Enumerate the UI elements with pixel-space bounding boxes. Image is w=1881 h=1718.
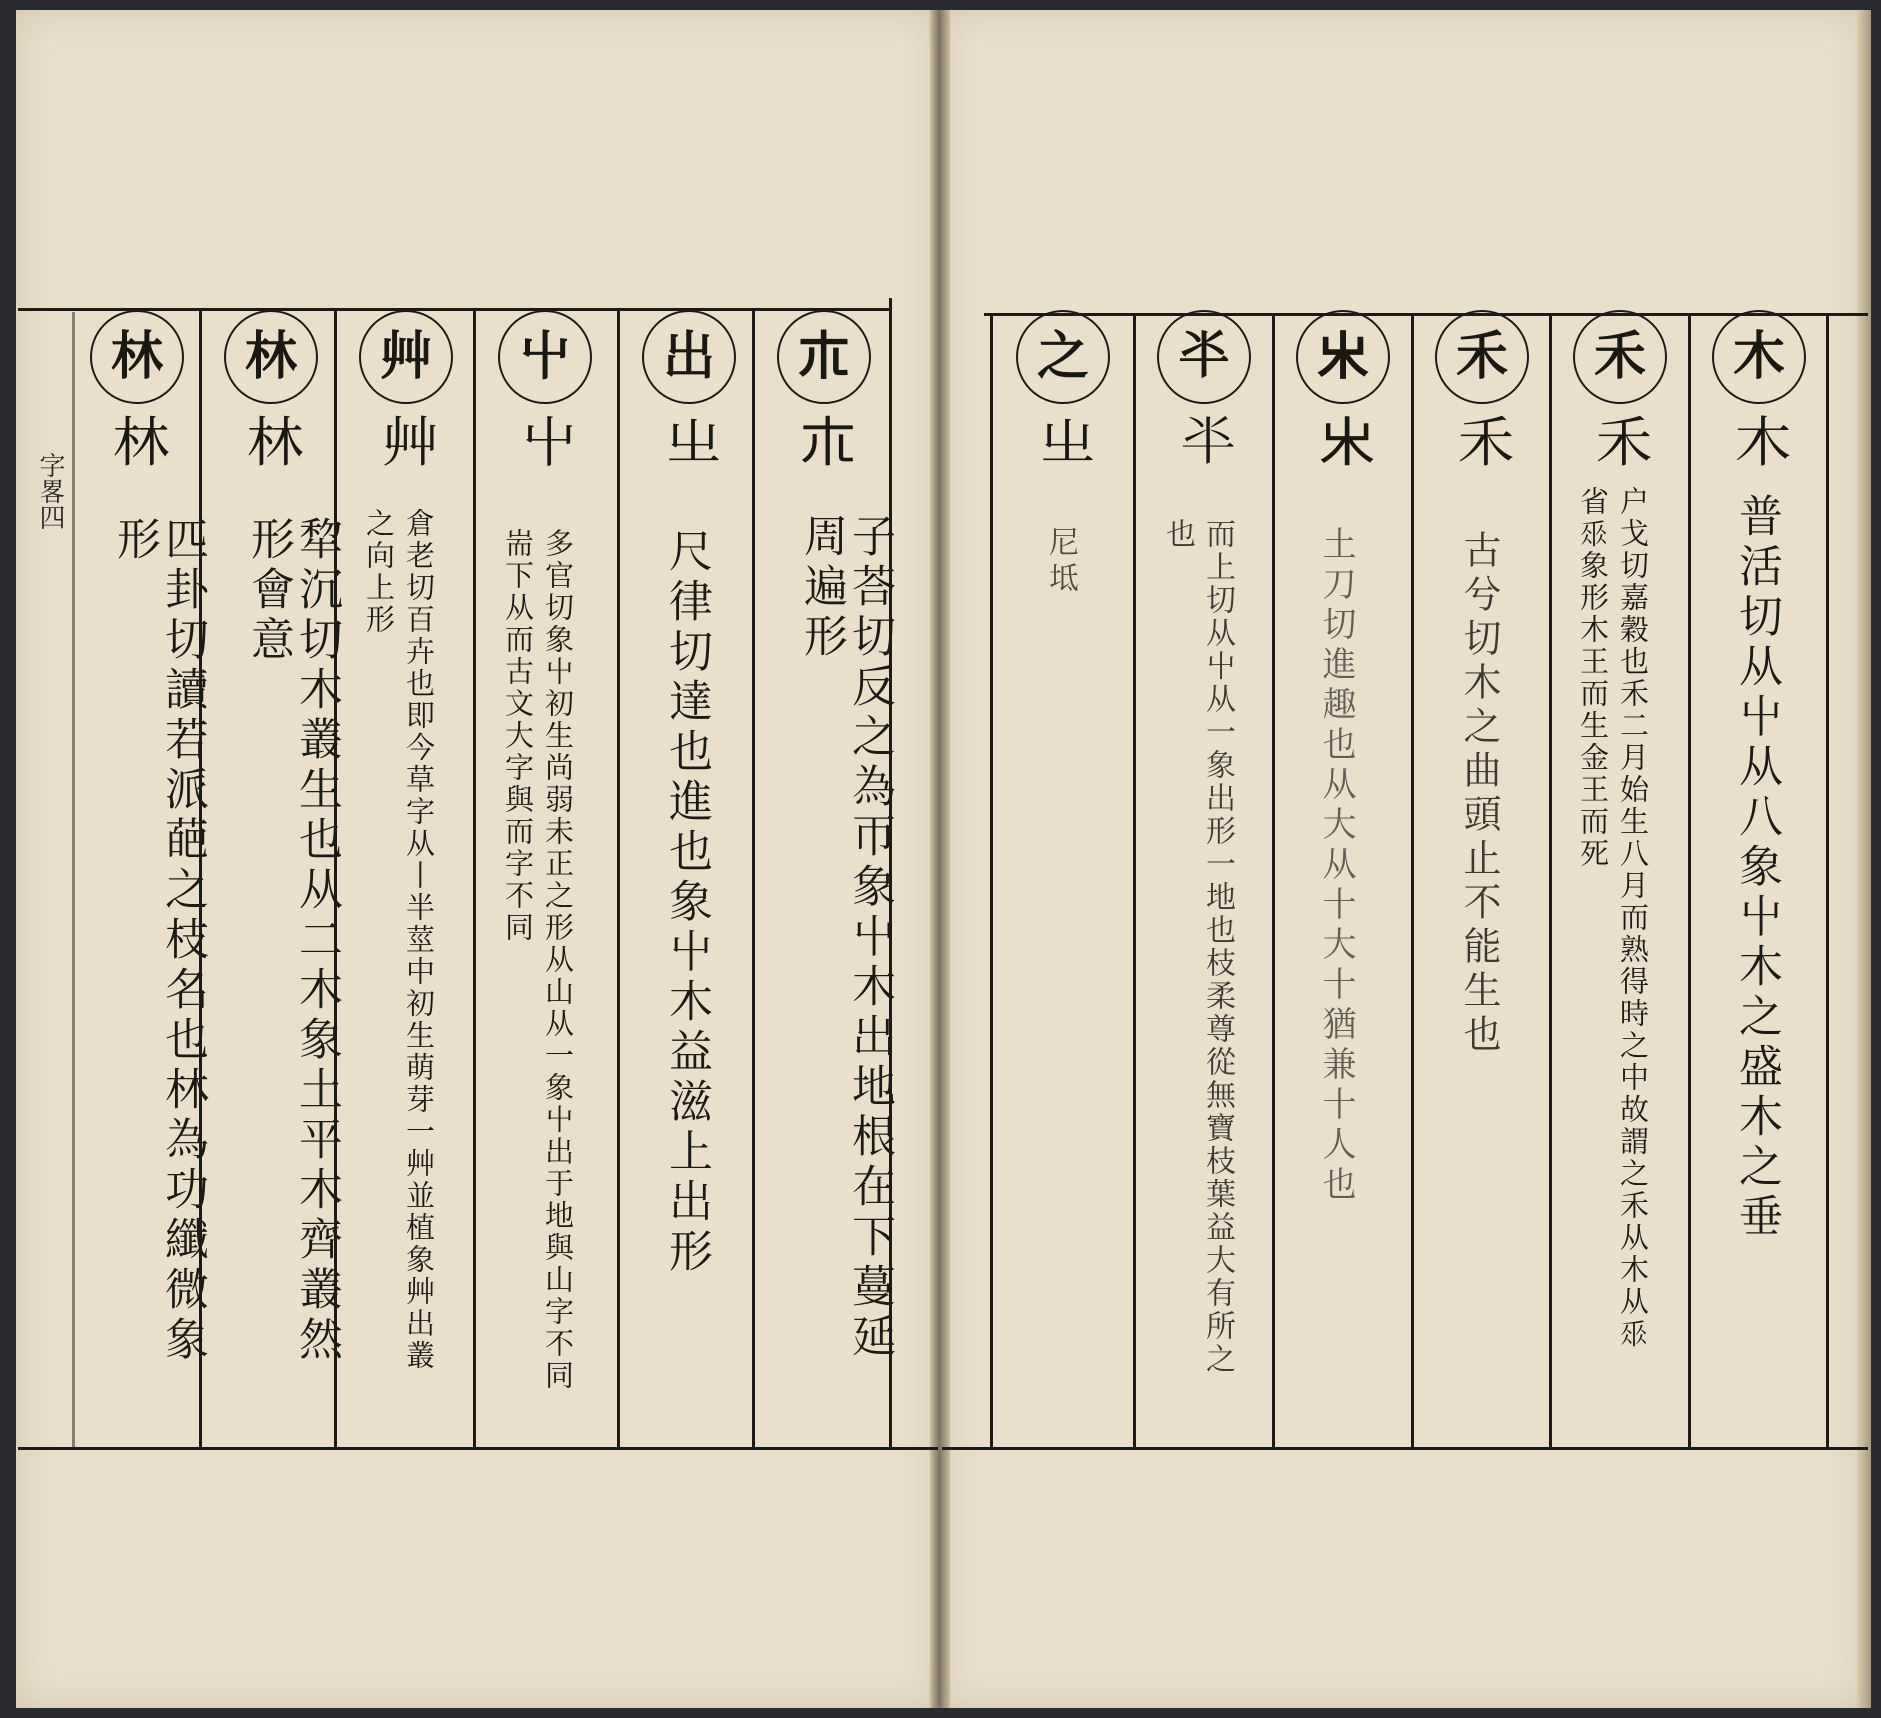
seal-glyph: 之 [1016,310,1110,404]
entry-note: 户戈切嘉穀也禾二月始生八月而熟得時之中故謂之禾从木从𠂹省𠂹象形木王而生金王而死 [1576,486,1650,1350]
small-seal-glyph: 禾 [1595,411,1647,474]
right-entry [1274,308,1414,1206]
seal-glyph: 𣎳 [777,310,871,404]
right-entry [1551,308,1691,1350]
right-entry [1135,308,1275,1376]
right-entry [1413,308,1553,1058]
entry-note: 犂沉切木叢生也从二木象土平木齊叢然形會意 [243,516,342,1366]
small-seal-glyph: 木 [1734,411,1786,474]
folio-label: 字畧四 [35,452,65,530]
left-entry [202,308,342,1366]
entry-note: 子荅切反之為帀象屮木出地根在下蔓延周遍形 [796,513,895,1363]
right-bottom-rule [942,1447,1868,1450]
seal-glyph: 𠦂 [1157,310,1251,404]
page-edge [1857,10,1871,1708]
small-seal-glyph: 𠦂 [1179,411,1231,474]
small-seal-glyph: 林 [112,411,164,474]
seal-glyph: 禾 [1573,310,1667,404]
entry-note: 匹卦切讀若派葩之枝名也林為功纖微象形 [109,516,208,1366]
entry-note: 尼坻 [1043,526,1078,598]
entry-note: 普活切从屮从八象屮木之盛木之垂 [1731,493,1782,1243]
entry-note: 多官切象屮初生尚弱未正之形从山从一象屮出于地與山字不同耑下从而古文大字與而字不同 [501,528,575,1392]
book-gutter [930,10,950,1708]
seal-glyph: 艸 [359,310,453,404]
seal-glyph: 木 [1712,310,1806,404]
right-inner-border [990,316,993,1450]
small-seal-glyph: 林 [246,411,298,474]
entry-note: 而上切从屮从一象出形一地也枝柔尊從無寶枝葉益大有所之也 [1160,518,1235,1376]
left-entry [755,308,895,1363]
small-seal-glyph: 艸 [381,411,433,474]
entry-note: 尺律切達也進也象屮木益滋上出形 [661,528,712,1278]
small-seal-glyph: 屮 [520,411,572,474]
small-seal-glyph: 㞢 [664,411,716,474]
entry-note: 古兮切木之曲頭止不能生也 [1457,530,1501,1058]
left-bottom-rule [18,1447,938,1450]
small-seal-glyph: 𣎵 [1318,411,1370,474]
seal-glyph: 林 [90,310,184,404]
seal-glyph: 出 [642,310,736,404]
right-entry [994,308,1134,710]
left-entry [620,308,760,1278]
seal-glyph: 林 [224,310,318,404]
left-entry [476,308,616,1392]
left-entry [337,308,477,1372]
seal-glyph: 屮 [498,310,592,404]
small-seal-glyph: 𣎳 [799,411,851,474]
seal-glyph: 禾 [1435,310,1529,404]
small-seal-glyph: 禾 [1457,411,1509,474]
entry-note: 倉老切百卉也即今草字从丨半莖中初生萌芽一艸並植象艸出叢之向上形 [362,508,436,1372]
right-entry [1690,308,1830,1243]
left-entry [68,308,208,1366]
small-seal-glyph: 㞢 [1038,411,1090,474]
seal-glyph: 𣎵 [1296,310,1390,404]
entry-note: 土刀切進趣也从大从十大十猶兼十人也 [1316,526,1356,1206]
